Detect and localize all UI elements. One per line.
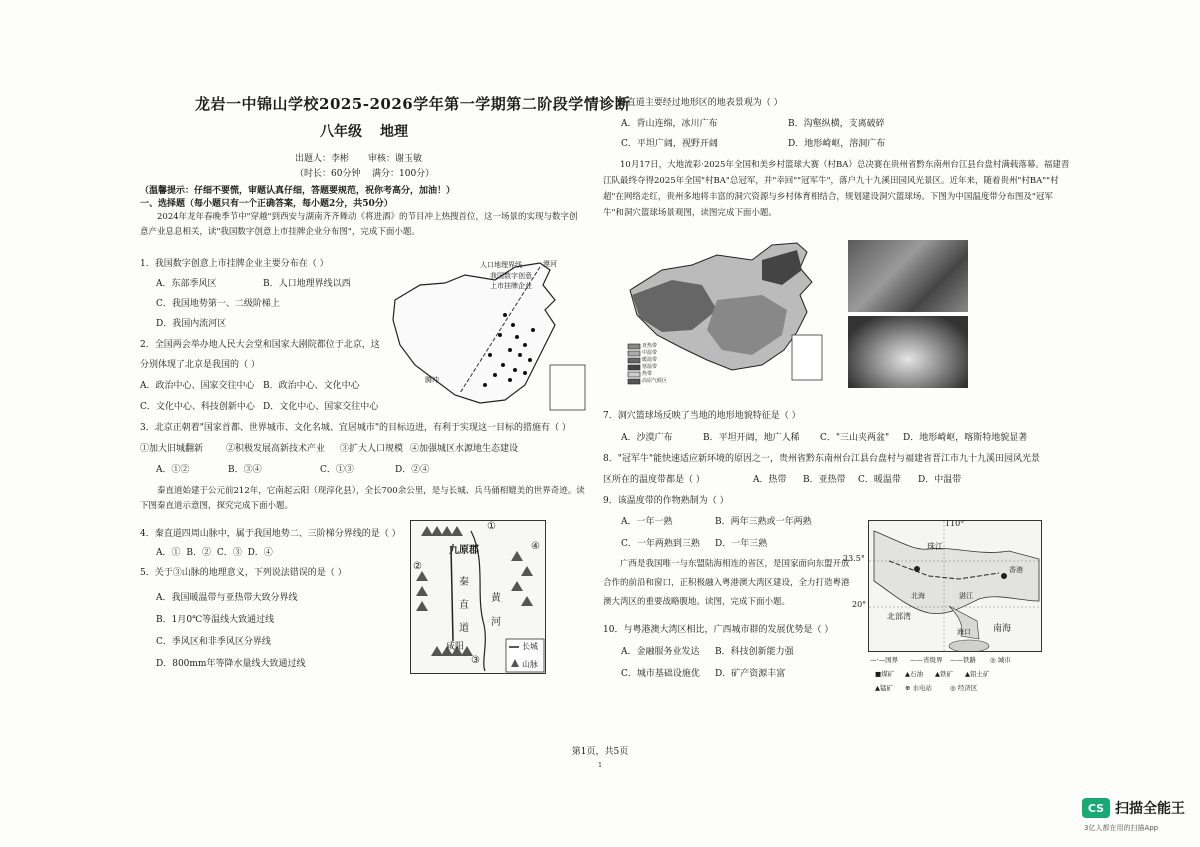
q2-b: B．政治中心、文化中心: [263, 381, 360, 391]
map4-legend-city: ◎ 城市: [990, 656, 1011, 664]
map4-haikou: 海口: [957, 628, 971, 636]
map4-legend-rail: ——铁路: [950, 656, 976, 664]
map3-legend-1: 亚热带: [642, 343, 658, 349]
q7-d: D．地形崎岖，喀斯特地貌显著: [903, 433, 1028, 443]
q6-c: C．平坦广阔，视野开阔: [621, 139, 718, 149]
map4-lat-20: 20°: [852, 600, 867, 609]
q10-b: B．科技创新能力强: [715, 647, 794, 657]
map4-legend-province: ——省级界: [910, 656, 943, 664]
exam-title: 龙岩一中锦山学校2025-2026学年第一学期第二阶段学情诊断: [195, 95, 631, 113]
q3-d: D．②④: [395, 465, 430, 475]
q9-c: C．一年两熟到三熟: [621, 539, 700, 549]
cave-basketball-photo: [848, 316, 968, 388]
q8-b: B．亚热带: [803, 475, 846, 485]
map3-legend-6: 高原气候区: [642, 378, 668, 384]
q7-stem: 7．洞穴篮球场反映了当地的地形地貌特征是（ ）: [603, 411, 801, 421]
map1-legend-dots-2: 上市挂牌企业: [490, 282, 532, 290]
map4-legend-econ-zone: ◎ 经济区: [950, 684, 978, 692]
guangxi-map-drawing: [869, 521, 1041, 651]
q4-stem: 4．秦直道四周山脉中，属于我国地势二、三阶梯分界线的是（ ）: [140, 529, 401, 539]
map2-huang: 黄: [491, 593, 501, 604]
q5-stem: 5．关于③山脉的地理意义，下列说法错误的是（ ）: [140, 568, 347, 578]
map2-qin: 秦: [459, 577, 469, 588]
map4-beihai: 北海: [911, 592, 925, 600]
map4-legend-oil: ▲石油: [905, 670, 923, 678]
map4-legend-hydro: ⊕ 水电站: [905, 684, 933, 692]
subject: 地理: [380, 124, 408, 140]
map2-label-4: ④: [531, 541, 540, 552]
q2-c: C．文化中心、科技创新中心: [140, 402, 255, 412]
map4-legend-manganese: ▲锰矿: [875, 684, 893, 692]
cs-logo-icon: CS: [1082, 798, 1110, 818]
guangxi-bay-area-map: [868, 520, 1042, 652]
intro-4: 广西是我国唯一与东盟陆海相连的省区，是国家面向东盟开放合作的前沿和窗口，正积极融入粤港澳大湾区建设，全力打造粤港澳大湾区的重要战略腹地。读图，完成下面小题。: [603, 559, 850, 607]
q2-a: A．政治中心、国家交往中心: [140, 381, 255, 391]
grade: 八年级: [320, 124, 362, 140]
duration: （时长：60分钟: [295, 169, 361, 179]
q5-b: B．1月0℃等温线大致通过线: [156, 615, 275, 625]
q3-stem: 3．北京正朝着"国家首都、世界城市、文化名城、宜居城市"的目标迈进，有利于实现这一目标的措施有（ ）: [140, 423, 571, 433]
q3-a: A．①②: [156, 465, 190, 475]
q2-stem-2: 分别体现了北京是我国的（ ）: [140, 360, 260, 370]
intro-2: 秦直道始建于公元前212年，它南起云阳（现淳化县），全长700余公里，是与长城、兵马俑相媲美的世界奇迹。读下图秦直道示意图，探究完成下面小题。: [140, 486, 585, 511]
section-title: 一、选择题（每小题只有一个正确答案，每小题2分，共50分）: [140, 199, 393, 209]
map2-legend-mountain: 山脉: [522, 660, 538, 669]
map3-legend-4: 寒温带: [642, 364, 658, 370]
q9-b: B．两年三熟或一年两熟: [715, 517, 812, 527]
map2-he: 河: [491, 617, 501, 628]
map1-legend-line: 人口地理界线: [480, 261, 522, 269]
q6-d: D．地形崎岖，溶洞广布: [788, 139, 886, 149]
map2-zhi: 直: [459, 600, 469, 611]
map3-legend-2: 中温带: [642, 350, 658, 356]
map3-legend-3: 暖温带: [642, 357, 658, 363]
map1-legend-dots-1: 我国数字创意: [490, 272, 532, 280]
map1-mohe: 漠河: [543, 260, 557, 268]
q8-d: D．中温带: [918, 475, 962, 485]
map2-xianyang: 咸阳: [446, 642, 465, 652]
map3-legend-5: 热带: [642, 371, 653, 377]
map2-jiuyuan: 九原郡: [449, 545, 479, 556]
q3-c: C．①③: [320, 465, 354, 475]
q6-b: B．沟壑纵横，支离破碎: [788, 119, 885, 129]
page-mark: 1: [598, 762, 602, 769]
champion-cattle-photo: [848, 240, 968, 312]
map2-label-1: ①: [487, 521, 496, 532]
q9-stem: 9．该温度带的作物熟制为（ ）: [603, 496, 729, 506]
map2-label-3: ③: [471, 655, 480, 666]
q1-stem: 1．我国数字创意上市挂牌企业主要分布在（ ）: [140, 259, 329, 269]
q4-options: A．① B．② C．③ D．④: [156, 548, 273, 558]
scanner-tagline: 3亿人都在用的扫描App: [1084, 824, 1159, 832]
q5-c: C．季风区和非季风区分界线: [156, 637, 271, 647]
scanner-name: 扫描全能王: [1115, 801, 1185, 817]
qin-zhidao-map: [410, 520, 546, 674]
q3-opt-3: ③扩大人口规模: [340, 444, 404, 454]
q1-b: B．人口地理界线以西: [263, 279, 351, 289]
map2-dao: 道: [459, 623, 469, 634]
q8-c: C．暖温带: [858, 475, 901, 485]
intro-3: 10月17日，大地流彩·2025年全国和美乡村篮球大赛（村BA）总决赛在贵州省黔东南州台江县台盘村满载落幕。福建晋江队最终夺得2025年全国"村BA"总冠军，并"幸回""冠军牛"，落户九十九溪田园风光景区。近年来，随着贵州"村BA""村超"在网络走红，贵州多地将丰富的洞穴资源与乡村体育相结合，规划建设洞穴篮球场。下图为中国温度带分布图及"冠军牛"和洞穴篮球场景观图，读图完成下面小题。: [603, 160, 1070, 218]
china-enterprise-map: [385, 255, 595, 423]
q10-d: D．矿产资源丰富: [715, 669, 786, 679]
q8-stem-1: 8．"冠军牛"能快速适应新环境的原因之一，贵州省黔东南州台江县台盘村与福建省晋江市九十九溪田园风光景: [603, 454, 1041, 464]
tip: （温馨提示：仔细不要慌，审题认真仔细，答题要规范，祝你考高分，加油！）: [140, 186, 456, 196]
q3-opt-4: ④加强城区水源地生态建设: [410, 444, 519, 454]
map4-legend-iron: ▲铁矿: [935, 670, 953, 678]
q9-a: A．一年一熟: [621, 517, 673, 527]
q6-a: A．背山连绵，冰川广布: [621, 119, 718, 129]
intro-1: 2024年龙年春晚季节中"穿越"到西安与湖南齐齐舞动《将进酒》的节目冲上热搜首位，这一场景的实现与数字创意产业息息相关，读"我国数字创意上市挂牌企业分布图"，完成下面小题。: [140, 212, 578, 237]
map4-nanhai: 南海: [993, 624, 1012, 634]
page-number: 第1页，共5页: [571, 747, 629, 757]
map4-zhujiang: 珠江: [927, 542, 943, 551]
q3-opt-2: ②积极发展高新技术产业: [226, 444, 326, 454]
map4-lat-23: 23.5°: [843, 554, 865, 563]
map2-label-2: ②: [413, 561, 422, 572]
q10-a: A．金融服务业发达: [621, 647, 700, 657]
q1-c: C．我国地势第一、二级阶梯上: [156, 299, 280, 309]
q1-d: D．我国内流河区: [156, 319, 227, 329]
q8-a: A．热带: [753, 475, 787, 485]
q3-opt-1: ①加大旧城翻新: [140, 444, 204, 454]
scanner-logo: [1082, 798, 1185, 818]
q7-b: B．平坦开阔，地广人稀: [703, 433, 800, 443]
q2-stem-1: 2．全国两会举办地人民大会堂和国家大剧院都位于北京，这: [140, 340, 380, 350]
map4-zhanjiang: 湛江: [959, 592, 973, 600]
map4-legend-coal: ■煤矿: [875, 670, 895, 678]
map2-legend-wall: 长城: [522, 642, 538, 651]
full-score: 满分：100分）: [372, 169, 435, 179]
map4-legend-border: —·—国界: [870, 656, 899, 664]
q6-stem: 6．秦直道主要经过地形区的地表景观为（ ）: [603, 98, 783, 108]
temperature-zone-map: [622, 240, 832, 388]
q2-d: D．文化中心、国家交往中心: [263, 402, 379, 412]
q10-c: C．城市基础设施优: [621, 669, 700, 679]
map4-legend-bauxite: ▲铝土矿: [965, 670, 990, 678]
q1-a: A．东部季风区: [156, 279, 217, 289]
q3-b: B．③④: [228, 465, 262, 475]
setter: 出题人：李彬: [295, 154, 350, 164]
reviewer: 审核：谢玉敏: [368, 154, 423, 164]
map1-tengchong: 腾冲: [425, 376, 439, 384]
q10-stem: 10．与粤港澳大湾区相比，广西城市群的发展优势是（ ）: [603, 625, 834, 635]
q5-d: D．800mm年等降水量线大致通过线: [156, 659, 306, 669]
q5-a: A．我国暖温带与亚热带大致分界线: [156, 593, 298, 603]
q8-stem-2: 区所在的温度带都是（ ）: [603, 475, 705, 485]
map4-longitude: 110°: [945, 520, 965, 528]
q9-d: D．一年三熟: [715, 539, 768, 549]
map4-hongkong: 香港: [1009, 566, 1023, 574]
map4-beibuwan: 北部湾: [887, 612, 911, 621]
q7-c: C．"三山夹两盆": [820, 433, 890, 443]
q7-a: A．沙漠广布: [621, 433, 673, 443]
